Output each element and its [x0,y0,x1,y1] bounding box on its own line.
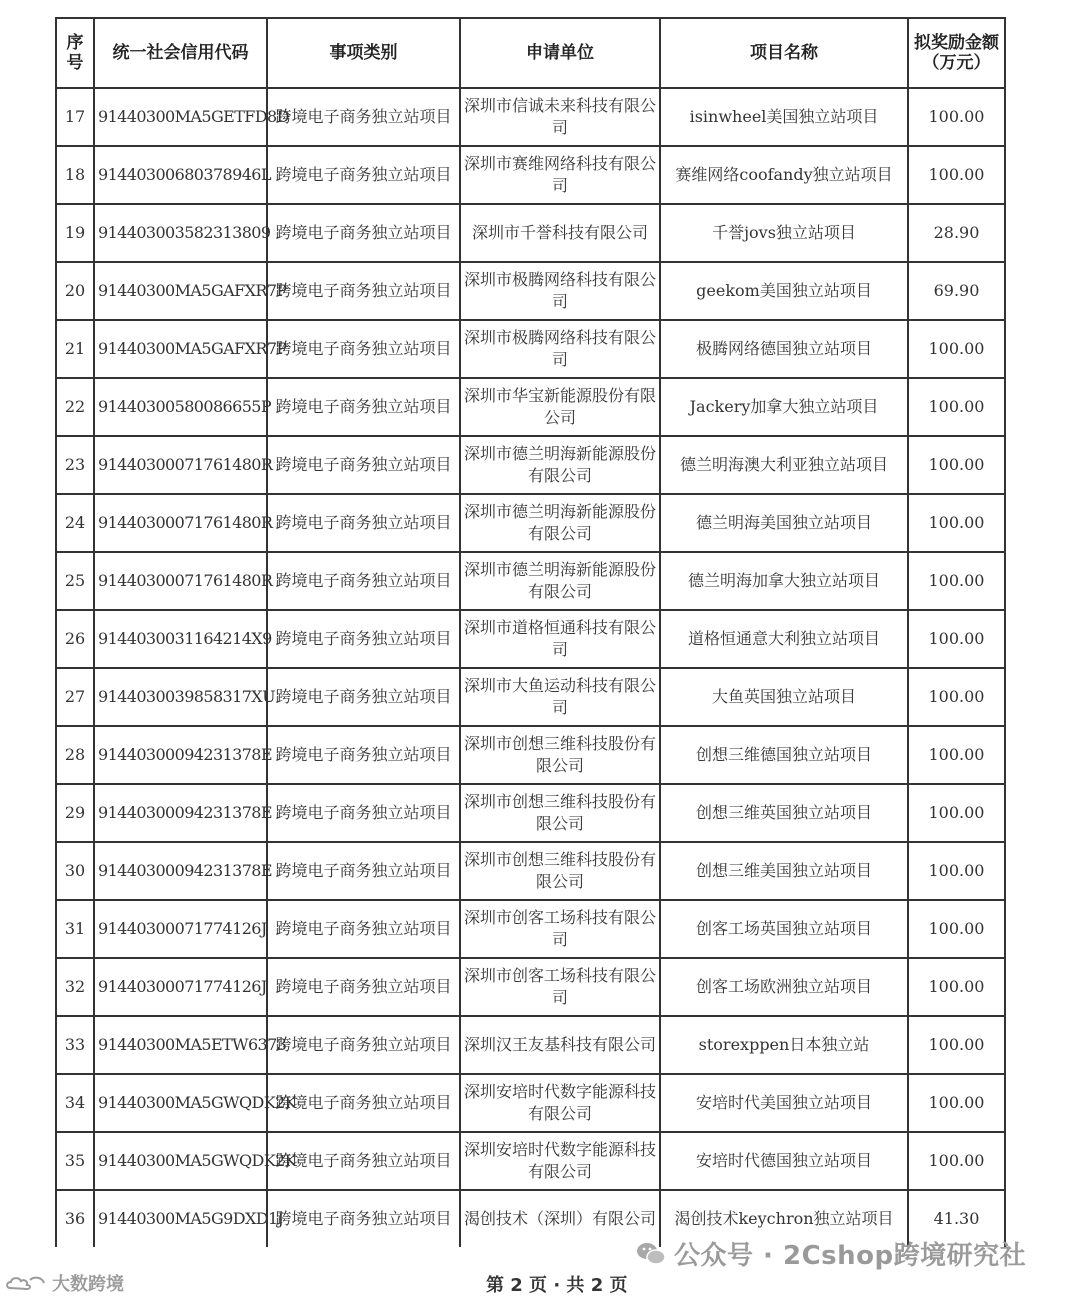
cell-amount: 100.00 [908,1074,1005,1132]
cell-no: 18 [56,146,94,204]
table-row [56,784,1005,842]
cell-applicant: 深圳安培时代数字能源科技有限公司 [460,1074,660,1132]
table-row [56,1074,1005,1132]
document-page [55,17,1006,1247]
cell-amount: 100.00 [908,378,1005,436]
cell-category: 跨境电子商务独立站项目 [267,494,460,552]
cell-project: 德兰明海加拿大独立站项目 [660,552,908,610]
cell-category: 跨境电子商务独立站项目 [267,1190,460,1247]
cell-applicant: 深圳汉王友基科技有限公司 [460,1016,660,1074]
table-row [56,262,1005,320]
header-amount: 拟奖励金额（万元） [908,18,1005,88]
table-row [56,610,1005,668]
cell-no: 27 [56,668,94,726]
cell-category: 跨境电子商务独立站项目 [267,726,460,784]
cell-no: 24 [56,494,94,552]
cell-amount: 100.00 [908,784,1005,842]
cell-applicant: 深圳市德兰明海新能源股份有限公司 [460,552,660,610]
cell-code: 91440300071774126J [94,958,267,1016]
cell-amount: 100.00 [908,146,1005,204]
cell-amount: 100.00 [908,494,1005,552]
page-footer [0,1268,1080,1303]
cell-applicant: 深圳市德兰明海新能源股份有限公司 [460,494,660,552]
cell-amount: 100.00 [908,1132,1005,1190]
cell-project: 千誉jovs独立站项目 [660,204,908,262]
cell-code: 914403003582313809 [94,204,267,262]
cell-project: 大鱼英国独立站项目 [660,668,908,726]
cell-amount: 69.90 [908,262,1005,320]
cell-category: 跨境电子商务独立站项目 [267,320,460,378]
cell-no: 26 [56,610,94,668]
table-row [56,842,1005,900]
cell-applicant: 深圳市创客工场科技有限公司 [460,958,660,1016]
cell-applicant: 深圳市创想三维科技股份有限公司 [460,784,660,842]
watermark-left-text: 大数跨境 [52,1274,124,1295]
cell-code: 91440300MA5GWQDK2K [94,1132,267,1190]
cell-category: 跨境电子商务独立站项目 [267,958,460,1016]
cell-applicant: 渴创技术（深圳）有限公司 [460,1190,660,1247]
cell-code: 91440300MA5GETFD8D [94,88,267,146]
cell-amount: 100.00 [908,436,1005,494]
cell-category: 跨境电子商务独立站项目 [267,668,460,726]
cell-applicant: 深圳市大鱼运动科技有限公司 [460,668,660,726]
cell-category: 跨境电子商务独立站项目 [267,436,460,494]
cell-amount: 100.00 [908,726,1005,784]
table-row [56,204,1005,262]
cell-no: 28 [56,726,94,784]
table-body [56,88,1005,1247]
cell-code: 91440300MA5GAFXR7P [94,320,267,378]
grant-table [55,17,1006,1247]
cell-category: 跨境电子商务独立站项目 [267,552,460,610]
cell-category: 跨境电子商务独立站项目 [267,610,460,668]
cell-code: 91440300071761480R [94,552,267,610]
cell-no: 17 [56,88,94,146]
cell-code: 91440300MA5GWQDK2K [94,1074,267,1132]
cell-applicant: 深圳市极腾网络科技有限公司 [460,262,660,320]
cell-applicant: 深圳市道格恒通科技有限公司 [460,610,660,668]
cell-category: 跨境电子商务独立站项目 [267,378,460,436]
cell-category: 跨境电子商务独立站项目 [267,146,460,204]
cell-category: 跨境电子商务独立站项目 [267,784,460,842]
cell-category: 跨境电子商务独立站项目 [267,900,460,958]
cell-amount: 28.90 [908,204,1005,262]
cell-code: 9144030031164214X9 [94,610,267,668]
table-row [56,146,1005,204]
cell-applicant: 深圳市德兰明海新能源股份有限公司 [460,436,660,494]
cell-code: 91440300071774126J [94,900,267,958]
cell-category: 跨境电子商务独立站项目 [267,262,460,320]
cell-project: storexppen日本独立站 [660,1016,908,1074]
cell-amount: 100.00 [908,88,1005,146]
cell-no: 32 [56,958,94,1016]
cell-amount: 100.00 [908,958,1005,1016]
cell-code: 9144030039858317XU [94,668,267,726]
cell-applicant: 深圳市极腾网络科技有限公司 [460,320,660,378]
cell-project: isinwheel美国独立站项目 [660,88,908,146]
table-row [56,436,1005,494]
cell-no: 23 [56,436,94,494]
cell-no: 21 [56,320,94,378]
cell-no: 34 [56,1074,94,1132]
cell-amount: 100.00 [908,668,1005,726]
cell-category: 跨境电子商务独立站项目 [267,1016,460,1074]
cell-amount: 100.00 [908,842,1005,900]
cell-project: 创客工场欧洲独立站项目 [660,958,908,1016]
table-row [56,88,1005,146]
watermark-right-text: 公众号 · 2Cshop跨境研究社 [674,1241,1027,1271]
header-no: 序号 [56,18,94,88]
cell-applicant: 深圳市赛维网络科技有限公司 [460,146,660,204]
table-row [56,320,1005,378]
cell-code: 91440300680378946L [94,146,267,204]
cell-applicant: 深圳市创客工场科技有限公司 [460,900,660,958]
cell-category: 跨境电子商务独立站项目 [267,88,460,146]
table-row [56,668,1005,726]
cell-category: 跨境电子商务独立站项目 [267,1132,460,1190]
cell-code: 91440300094231378E [94,842,267,900]
cell-amount: 41.30 [908,1190,1005,1247]
cell-project: 创想三维英国独立站项目 [660,784,908,842]
cell-amount: 100.00 [908,320,1005,378]
table-row [56,958,1005,1016]
header-applicant: 申请单位 [460,18,660,88]
cell-project: Jackery加拿大独立站项目 [660,378,908,436]
cell-project: 安培时代美国独立站项目 [660,1074,908,1132]
table-row [56,726,1005,784]
cell-no: 30 [56,842,94,900]
page-number: 第 2 页 · 共 2 页 [480,1271,634,1297]
cell-code: 91440300MA5ETW6373 [94,1016,267,1074]
cell-project: 创客工场英国独立站项目 [660,900,908,958]
cell-applicant: 深圳安培时代数字能源科技有限公司 [460,1132,660,1190]
cell-code: 91440300071761480R [94,494,267,552]
cell-no: 20 [56,262,94,320]
cell-project: 渴创技术keychron独立站项目 [660,1190,908,1247]
cell-project: 极腾网络德国独立站项目 [660,320,908,378]
cell-code: 91440300094231378E [94,726,267,784]
table-row [56,552,1005,610]
cell-project: 道格恒通意大利独立站项目 [660,610,908,668]
cell-project: 创想三维美国独立站项目 [660,842,908,900]
cell-project: 赛维网络coofandy独立站项目 [660,146,908,204]
cell-project: geekom美国独立站项目 [660,262,908,320]
cell-applicant: 深圳市华宝新能源股份有限公司 [460,378,660,436]
cell-code: 91440300MA5G9DXD1J [94,1190,267,1247]
cell-applicant: 深圳市信诚未来科技有限公司 [460,88,660,146]
cell-no: 22 [56,378,94,436]
cell-applicant: 深圳市千誉科技有限公司 [460,204,660,262]
cell-no: 29 [56,784,94,842]
header-project: 项目名称 [660,18,908,88]
cell-applicant: 深圳市创想三维科技股份有限公司 [460,726,660,784]
cloud-logo-icon [4,1272,48,1294]
cell-no: 36 [56,1190,94,1247]
cell-no: 19 [56,204,94,262]
cell-amount: 100.00 [908,552,1005,610]
cell-project: 创想三维德国独立站项目 [660,726,908,784]
header-code: 统一社会信用代码 [94,18,267,88]
cell-code: 91440300580086655P [94,378,267,436]
cell-applicant: 深圳市创想三维科技股份有限公司 [460,842,660,900]
header-category: 事项类别 [267,18,460,88]
cell-no: 35 [56,1132,94,1190]
cell-code: 91440300071761480R [94,436,267,494]
cell-amount: 100.00 [908,1016,1005,1074]
table-row [56,1016,1005,1074]
table-header-row [56,18,1005,88]
cell-project: 德兰明海澳大利亚独立站项目 [660,436,908,494]
table-row [56,494,1005,552]
table-row [56,900,1005,958]
cell-code: 91440300MA5GAFXR7P [94,262,267,320]
table-row [56,378,1005,436]
cell-no: 25 [56,552,94,610]
cell-category: 跨境电子商务独立站项目 [267,842,460,900]
cell-category: 跨境电子商务独立站项目 [267,1074,460,1132]
watermark-left [4,1270,124,1296]
cell-category: 跨境电子商务独立站项目 [267,204,460,262]
cell-no: 33 [56,1016,94,1074]
wechat-icon [636,1241,666,1267]
watermark-right [636,1235,1026,1272]
cell-code: 91440300094231378E [94,784,267,842]
cell-no: 31 [56,900,94,958]
table-row [56,1132,1005,1190]
cell-project: 安培时代德国独立站项目 [660,1132,908,1190]
cell-amount: 100.00 [908,900,1005,958]
cell-amount: 100.00 [908,610,1005,668]
cell-project: 德兰明海美国独立站项目 [660,494,908,552]
